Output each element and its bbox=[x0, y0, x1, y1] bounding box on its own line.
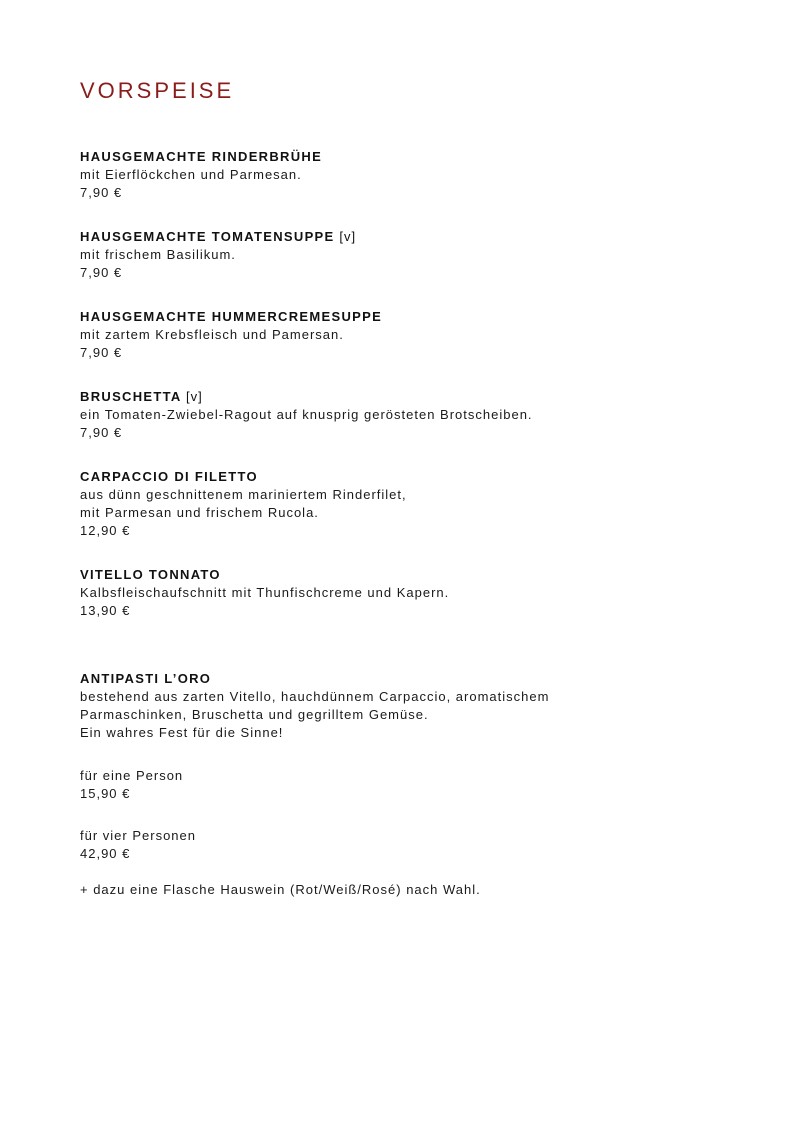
item-description: mit frischem Basilikum. bbox=[80, 247, 236, 262]
item-price: 7,90 € bbox=[80, 265, 123, 280]
item-description: mit Eierflöckchen und Parmesan. bbox=[80, 167, 302, 182]
item-name bbox=[80, 388, 720, 406]
item-name bbox=[80, 566, 720, 584]
option-label: für vier Personen bbox=[80, 828, 196, 843]
item-name bbox=[80, 148, 720, 166]
item-description: aus dünn geschnittenem mariniertem Rinderfilet, bbox=[80, 487, 407, 502]
antipasti-option bbox=[80, 767, 720, 803]
menu-item bbox=[80, 228, 720, 282]
antipasti-option bbox=[80, 827, 720, 863]
item-price: 7,90 € bbox=[80, 185, 123, 200]
item-description: Kalbsfleischaufschnitt mit Thunfischcreme und Kapern. bbox=[80, 585, 450, 600]
item-name bbox=[80, 468, 720, 486]
vegetarian-tag: [v] bbox=[339, 229, 357, 244]
wine-note: + dazu eine Flasche Hauswein (Rot/Weiß/Rosé) nach Wahl. bbox=[80, 882, 481, 897]
menu-item bbox=[80, 566, 720, 620]
item-name-text: VITELLO TONNATO bbox=[80, 567, 221, 582]
menu-item bbox=[80, 148, 720, 202]
item-name-text: CARPACCIO DI FILETTO bbox=[80, 469, 258, 484]
menu-item bbox=[80, 468, 720, 540]
item-price: 12,90 € bbox=[80, 523, 131, 538]
section-title: VORSPEISE bbox=[80, 78, 235, 103]
item-name bbox=[80, 308, 720, 326]
item-description: bestehend aus zarten Vitello, hauchdünnem Carpaccio, aromatischem bbox=[80, 689, 550, 704]
item-name-text: HAUSGEMACHTE RINDERBRÜHE bbox=[80, 149, 323, 164]
item-price: 7,90 € bbox=[80, 345, 123, 360]
item-name: ANTIPASTI L’ORO bbox=[80, 671, 212, 686]
option-label: für eine Person bbox=[80, 768, 184, 783]
item-name bbox=[80, 228, 720, 246]
item-description: mit Parmesan und frischem Rucola. bbox=[80, 505, 319, 520]
item-description: Parmaschinken, Bruschetta und gegrilltem Gemüse. bbox=[80, 707, 429, 722]
antipasti-item bbox=[80, 670, 720, 742]
menu-item bbox=[80, 308, 720, 362]
menu-item bbox=[80, 388, 720, 442]
item-price: 7,90 € bbox=[80, 425, 123, 440]
item-description: Ein wahres Fest für die Sinne! bbox=[80, 725, 284, 740]
option-price: 42,90 € bbox=[80, 846, 131, 861]
item-description: mit zartem Krebsfleisch und Pamersan. bbox=[80, 327, 344, 342]
option-price: 15,90 € bbox=[80, 786, 131, 801]
item-name-text: HAUSGEMACHTE TOMATENSUPPE bbox=[80, 229, 335, 244]
vegetarian-tag: [v] bbox=[186, 389, 203, 404]
item-price: 13,90 € bbox=[80, 603, 131, 618]
item-name-text: BRUSCHETTA bbox=[80, 389, 182, 404]
antipasti-note bbox=[80, 881, 720, 899]
item-description: ein Tomaten-Zwiebel-Ragout auf knusprig gerösteten Brotscheiben. bbox=[80, 407, 533, 422]
item-name-text: HAUSGEMACHTE HUMMERCREMESUPPE bbox=[80, 309, 383, 324]
